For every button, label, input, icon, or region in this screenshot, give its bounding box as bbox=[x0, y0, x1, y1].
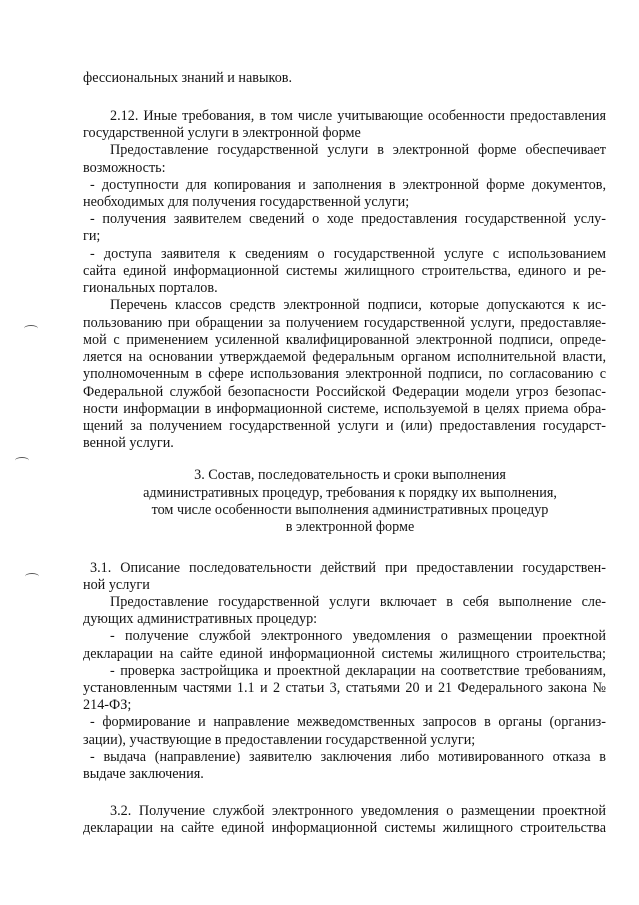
text-line: 3.1. Описание последовательности действий при предоставлении государствен- bbox=[90, 560, 606, 576]
text-line: мой с применением усиленной квалифицированной электронной подписи, опреде- bbox=[83, 332, 606, 348]
text-line: государственной услуги в электронной форме bbox=[83, 125, 361, 141]
scan-margin-mark bbox=[24, 325, 38, 332]
text-line: выдаче заключения. bbox=[83, 766, 204, 782]
text-line: уполномоченным в сфере использования электронной подписи, по согласованию с bbox=[83, 366, 606, 382]
text-line: - получение службой электронного уведомления о размещении проектной bbox=[110, 628, 606, 644]
text-line: - получения заявителем сведений о ходе предоставления государственной услу- bbox=[90, 211, 606, 227]
text-line: - формирование и направление межведомственных запросов в органы (организ- bbox=[90, 714, 606, 730]
text-line: 2.12. Иные требования, в том числе учитывающие особенности предоставления bbox=[110, 108, 606, 124]
text-line: декларации на сайте единой информационной системы жилищного строительства bbox=[83, 820, 606, 836]
section-heading: в электронной форме bbox=[285, 519, 415, 535]
text-line: Предоставление государственной услуги в электронной форме обеспечивает bbox=[110, 142, 606, 158]
section-heading: административных процедур, требования к порядку их выполнения, bbox=[143, 485, 557, 501]
text-line: установленным частями 1.1 и 2 статьи 3, статьями 20 и 21 Федерального закона № bbox=[83, 680, 606, 696]
text-line: - доступности для копирования и заполнения в электронной форме документов, bbox=[90, 177, 606, 193]
text-line: 3.2. Получение службой электронного уведомления о размещении проектной bbox=[110, 803, 606, 819]
text-line: ности информации в информационной системе, используемой в целях приема обра- bbox=[83, 401, 606, 417]
text-line: сайта единой информационной системы жилищного строительства, единого и ре- bbox=[83, 263, 606, 279]
text-line: пользованию при обращении за получением государственной услуги, предоставляе- bbox=[83, 315, 606, 331]
text-line: возможность: bbox=[83, 160, 166, 176]
text-line: ной услуги bbox=[83, 577, 150, 593]
text-line: Перечень классов средств электронной подписи, которые допускаются к ис- bbox=[110, 297, 606, 313]
text-line: необходимых для получения государственной услуги; bbox=[83, 194, 410, 210]
scan-margin-mark bbox=[25, 573, 39, 580]
text-line: Предоставление государственной услуги включает в себя выполнение сле- bbox=[110, 594, 606, 610]
section-heading: том числе особенности выполнения административных процедур bbox=[151, 502, 549, 518]
text-line: ги; bbox=[83, 228, 101, 244]
text-line: щений за получением государственной услуги и (или) предоставления государст- bbox=[83, 418, 606, 434]
section-heading: 3. Состав, последовательность и сроки выполнения bbox=[194, 467, 506, 483]
text-line: - доступа заявителя к сведениям о государственной услуге с использованием bbox=[90, 246, 606, 262]
text-line: декларации на сайте единой информационной системы жилищного строительства; bbox=[83, 646, 606, 662]
text-line: Федеральной службой безопасности Российской Федерации модели угроз безопас- bbox=[83, 384, 606, 400]
text-line: фессиональных знаний и навыков. bbox=[83, 70, 293, 86]
text-line: венной услуги. bbox=[83, 435, 174, 451]
text-line: 214-ФЗ; bbox=[83, 697, 132, 713]
scan-margin-mark bbox=[15, 457, 29, 464]
text-line: - проверка застройщика и проектной декларации на соответствие требованиям, bbox=[110, 663, 606, 679]
text-line: дующих административных процедур: bbox=[83, 611, 318, 627]
text-line: зации), участвующие в предоставлении государственной услуги; bbox=[83, 732, 476, 748]
text-line: ляется на основании утверждаемой федеральным органом исполнительной власти, bbox=[83, 349, 606, 365]
text-line: - выдача (направление) заявителю заключения либо мотивированного отказа в bbox=[90, 749, 606, 765]
text-line: гиональных порталов. bbox=[83, 280, 218, 296]
